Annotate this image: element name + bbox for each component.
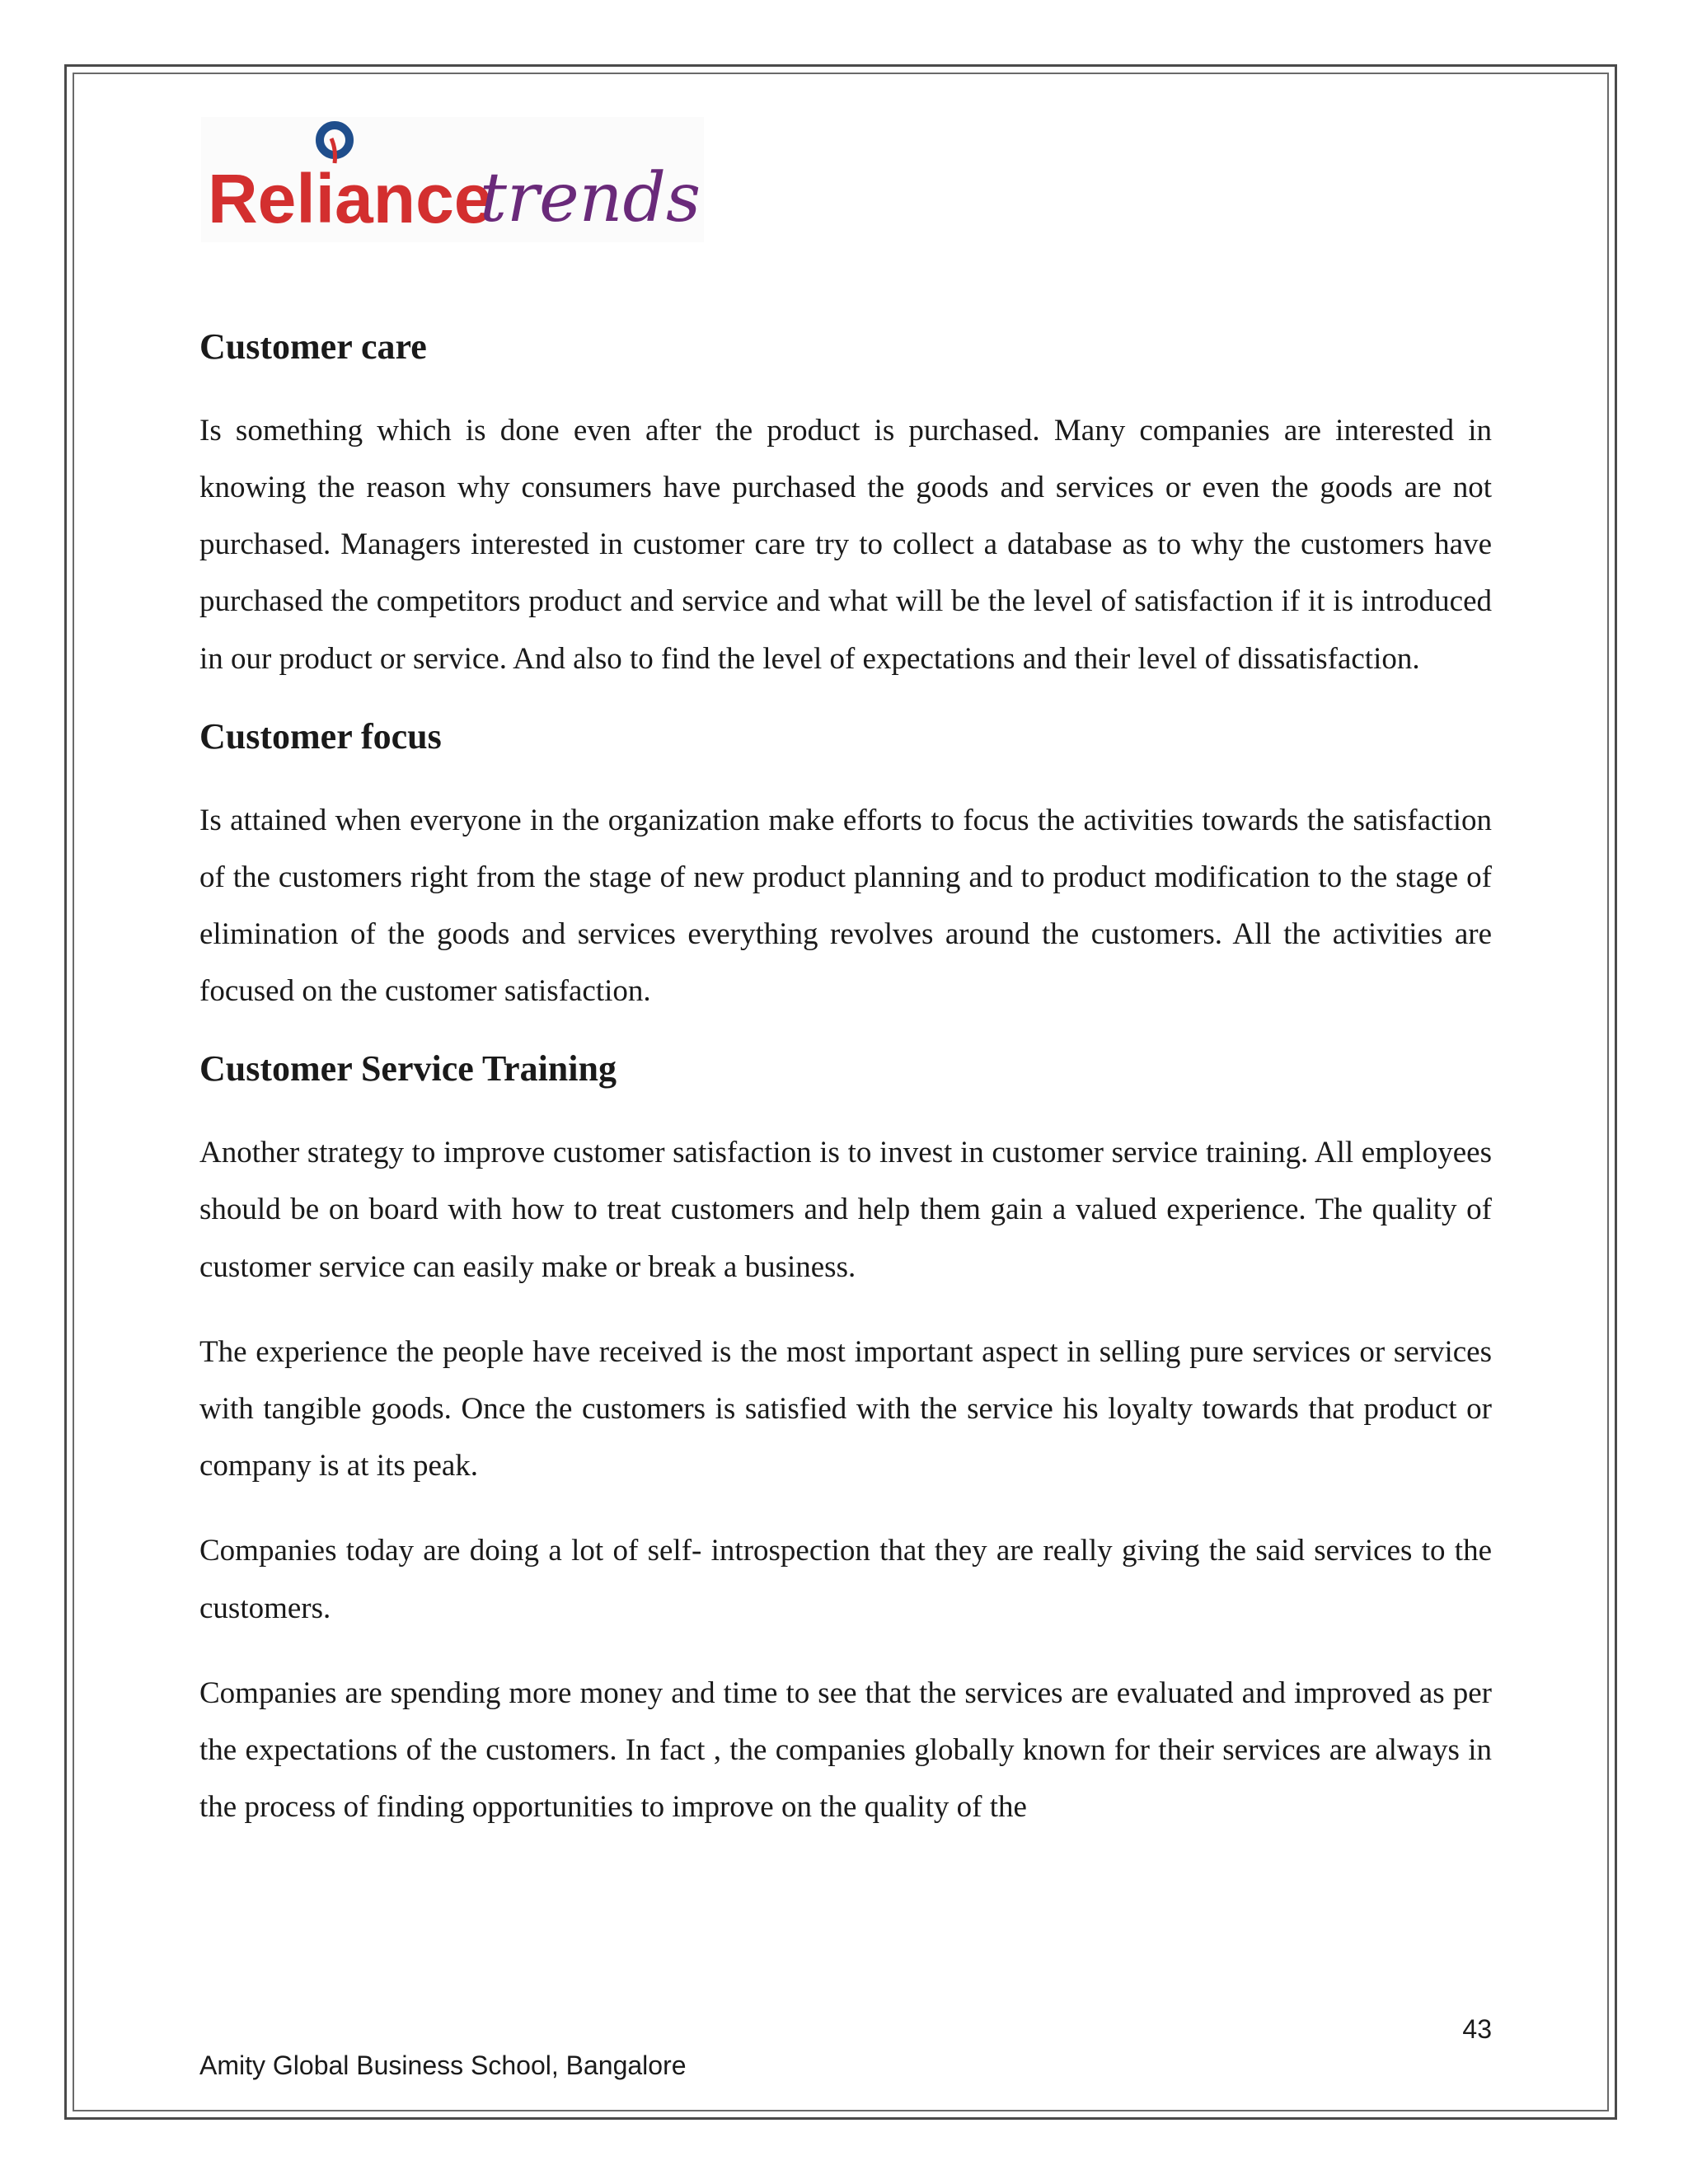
logo-sub-word: trends bbox=[480, 159, 701, 237]
paragraph: Another strategy to improve customer satisfaction is to invest in customer service training. All employees should be on board with how to treat customers and help them gain a valued experience. The quality of customer service can easily make or break a business. bbox=[199, 1136, 1492, 1284]
paragraph: Is attained when everyone in the organization make efforts to focus the activities towards the satisfaction of the customers right from the stage of new product planning and to product modification to the stage of elimination of the goods and services everything revolves around the customers. All the activities are focused on the customer satisfaction. bbox=[199, 803, 1492, 1009]
section-heading: Customer care bbox=[199, 326, 427, 367]
section-customer-service-training bbox=[199, 1047, 1492, 1835]
paragraph: Companies today are doing a lot of self- introspection that they are really giving the said services to the customers. bbox=[199, 1534, 1492, 1625]
document-body bbox=[199, 326, 1492, 1835]
section-customer-care bbox=[199, 326, 1492, 687]
reliance-trends-logo-graphic bbox=[201, 117, 704, 242]
paragraph: Companies are spending more money and time to see that the services are evaluated and improved as per the expectations of the customers. In fact , the companies globally known for their services are always in the process of finding opportunities to improve on the quality of the bbox=[199, 1675, 1492, 1825]
section-heading: Customer focus bbox=[199, 715, 442, 757]
footer-institution: Amity Global Business School, Bangalore bbox=[199, 2050, 687, 2080]
section-heading: Customer Service Training bbox=[199, 1048, 617, 1090]
paragraph: The experience the people have received is the most important aspect in selling pure services or services with tangible goods. Once the customers is satisfied with the service his loyalty towards that product or company is at its peak. bbox=[199, 1334, 1492, 1483]
page-number: 43 bbox=[1462, 2014, 1492, 2044]
reliance-trends-logo bbox=[201, 117, 704, 242]
logo-brand-word: Reliance bbox=[208, 160, 493, 237]
paragraph: Is something which is done even after the product is purchased. Many companies are interested in knowing the reason why consumers have purchased the goods and services or even the goods are not purchased. Managers interested in customer care try to collect a database as to why the customers have purchased the competitors product and service and what will be the level of satisfaction if it is introduced in our product or service. And also to find the level of expectations and their level of dissatisfaction. bbox=[199, 413, 1492, 676]
section-customer-focus bbox=[199, 715, 1492, 1020]
